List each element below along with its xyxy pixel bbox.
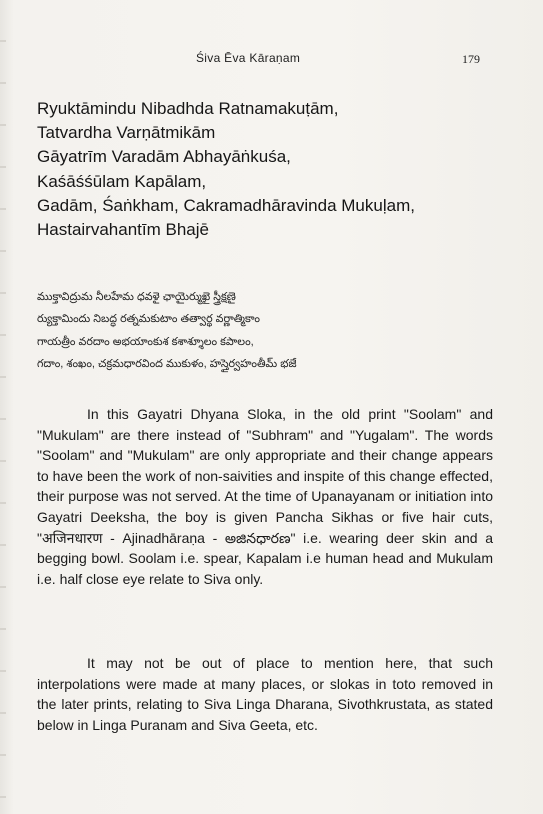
telugu-line: గదాం, శంఖం, చక్రమధారవింద ముకుళం, హస్తైర్వహంతీమ్ భజే — [37, 358, 297, 371]
verse-line: Kaśāśśūlam Kapālam, — [37, 171, 207, 191]
page-edge — [0, 0, 6, 814]
running-header: Śiva Ēva Kāraṇam — [196, 51, 301, 65]
telugu-line: ముక్తావిద్రుమ నీలహేమ ధవళై ఛాయైర్ముఖై స్త్రీక్షణై — [37, 291, 236, 303]
sanskrit-verse-transliteration — [37, 97, 507, 242]
verse-line: Tatvardha Varṇātmikām — [37, 123, 216, 143]
body-paragraph — [37, 404, 493, 589]
verse-line: Hastairvahantīm Bhajē — [37, 220, 209, 240]
body-paragraph — [37, 653, 493, 735]
verse-line: Gāyatrīm Varadām Abhayāṅkuśa, — [37, 147, 291, 167]
verse-line: Ryuktāmindu Nibadhda Ratnamakuṭām, — [37, 99, 339, 118]
verse-line: Gadām, Śaṅkham, Cakramadhāravinda Mukuḷam, — [37, 195, 415, 215]
paragraph-text: In this Gayatri Dhyana Sloka, in the old print "Soolam" and "Mukulam" are there instead of "Subhram" and "Yugalam". The words "Soolam" and "Mukulam" are only appropriate and their change appears to have been the work of non-saivities and inspite of this change effected, their purpose was not served. At the time of Upanayanam or initiation into Gayatri Deeksha, the boy is given Pancha Sikhas or five hair cuts, "अजिनधारण - Ajinadhāraṇa - అజినధారణ" i.e. wearing deer skin and a begging bowl. Soolam i.e. spear, Kapalam i.e human head and Mukulam i.e. half close eye relate to Siva only. — [37, 406, 493, 587]
telugu-line: ర్యుక్తామిందు నిబద్ధ రత్నమకుటాం తత్వార్థ వర్ణాత్మికాం — [37, 313, 261, 326]
telugu-line: గాయత్రీం వరదాం అభయాంకుశ కశాశ్శూలం కపాలం, — [37, 335, 254, 348]
telugu-verse — [37, 286, 507, 376]
paragraph-text: It may not be out of place to mention here, that such interpolations were made at many places, or slokas in toto removed in the later prints, relating to Siva Linga Dharana, Sivothkrustata, as stated below in Linga Puranam and Siva Geeta, etc. — [37, 655, 493, 733]
page-number: 179 — [462, 52, 480, 66]
